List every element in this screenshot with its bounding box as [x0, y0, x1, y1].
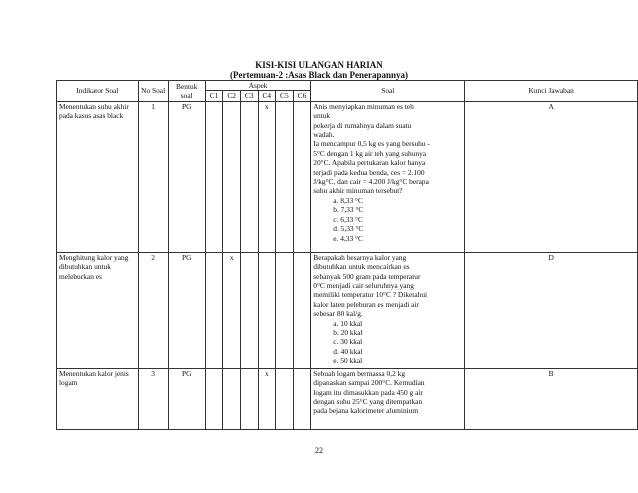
kunci-cell: A	[465, 101, 638, 252]
aspek-c5-cell	[276, 252, 294, 368]
aspek-c4-cell: x	[258, 368, 276, 429]
option-b: b. 20 kkal	[333, 328, 363, 338]
soal-line: dipanaskan sampai 200°C. Kemudian	[313, 378, 425, 388]
aspek-c4-cell	[258, 252, 276, 368]
soal-line: Sebuah logam bermassa 0,2 kg	[313, 368, 406, 378]
kisi-kisi-table	[56, 80, 638, 430]
options-list	[313, 319, 462, 366]
page-number: 22	[315, 446, 323, 455]
options-list	[313, 196, 462, 243]
bentuk-cell: PG	[168, 368, 205, 429]
soal-line: J/kg°C, dan cair = 4.200 J/kg°C berapa	[313, 177, 429, 187]
aspek-c5-cell	[276, 101, 294, 252]
no-cell: 1	[138, 101, 168, 252]
aspek-c1-cell	[205, 101, 223, 252]
soal-line: dengan suhu 25°C yang ditempatkan	[313, 397, 423, 407]
table-row	[57, 368, 638, 429]
aspek-c2-cell	[223, 101, 241, 252]
aspek-c2-cell	[223, 368, 241, 429]
aspek-c6-cell	[293, 101, 311, 252]
table-row	[57, 101, 638, 252]
bentuk-cell: PG	[168, 101, 205, 252]
header-indikator: Indikator Soal	[57, 81, 139, 102]
no-cell: 2	[138, 252, 168, 368]
kunci-cell: D	[465, 252, 638, 368]
header-no-soal: No Soal	[138, 81, 168, 102]
indikator-cell: Menentukan suhu akhir pada kasus asas black	[57, 101, 139, 252]
aspek-c4-cell: x	[258, 101, 276, 252]
header-c4: C4	[258, 91, 276, 101]
aspek-c6-cell	[293, 368, 311, 429]
soal-cell	[311, 101, 465, 252]
soal-line: Anis menyiapkan minuman es teh	[313, 101, 414, 111]
header-kunci: Kunci Jawaban	[465, 81, 638, 102]
indikator-cell: Menentukan kalor jenis logam	[57, 368, 139, 429]
soal-cell	[311, 368, 465, 429]
option-e: e. 4,33 °C	[333, 233, 363, 243]
aspek-c1-cell	[205, 368, 223, 429]
option-b: b. 7,33 °C	[333, 205, 364, 215]
soal-line: pada bejana kalorimeter aluminium	[313, 406, 419, 416]
soal-line: suhu akhir minuman tersebut?	[313, 186, 403, 196]
table-row	[57, 252, 638, 368]
soal-line: kalor laten peleburan es menjadi air	[313, 299, 419, 309]
aspek-c3-cell	[240, 368, 258, 429]
option-a: a. 10 kkal	[333, 318, 363, 328]
header-c1: C1	[205, 91, 223, 101]
aspek-c2-cell: x	[223, 252, 241, 368]
aspek-c3-cell	[240, 101, 258, 252]
aspek-c3-cell	[240, 252, 258, 368]
indikator-cell: Menghitung kalor yang dibutuhkan untuk meleburkan es	[57, 252, 139, 368]
option-e: e. 50 kkal	[333, 356, 363, 366]
option-d: d. 40 kkal	[333, 346, 363, 356]
soal-line: 0°C menjadi cair seluruhnya yang	[313, 281, 414, 291]
header-c3: C3	[240, 91, 258, 101]
header-row-1	[57, 81, 638, 91]
soal-line: wadah.	[313, 130, 335, 140]
aspek-c1-cell	[205, 252, 223, 368]
kunci-cell: B	[465, 368, 638, 429]
bentuk-cell: PG	[168, 252, 205, 368]
soal-line: sebesar 80 kal/g.	[313, 309, 363, 319]
soal-line: terjadi pada kedua benda, ces = 2.100	[313, 167, 425, 177]
soal-line: untuk	[313, 111, 331, 121]
header-bentuk-soal: Bentuk soal	[168, 81, 205, 102]
option-c: c. 30 kkal	[333, 337, 363, 347]
soal-line: memiliki temperatur 10°C ? Diketahui	[313, 290, 428, 300]
soal-line: Ia mencampur 0,5 kg es yang bersuhu -	[313, 139, 430, 149]
soal-line: sebanyak 500 gram pada temperatur	[313, 271, 421, 281]
header-c2: C2	[223, 91, 241, 101]
option-c: c. 6,33 °C	[333, 214, 363, 224]
soal-line: 20°C. Apabila pertukaran kalor hanya	[313, 158, 426, 168]
no-cell: 3	[138, 368, 168, 429]
header-aspek: Aspek	[205, 81, 310, 91]
header-soal: Soal	[311, 81, 465, 102]
page-title: KISI-KISI ULANGAN HARIAN	[255, 60, 383, 70]
page-subtitle: (Pertemuan-2 :Asas Black dan Penerapannya)	[230, 70, 408, 80]
header-c6: C6	[293, 91, 311, 101]
soal-line: 5°C dengan 1 kg air teh yang suhunya	[313, 148, 427, 158]
soal-line: dibutuhkan untuk mencairkan es	[313, 262, 410, 272]
soal-line: logam itu dimasukkan pada 450 g air	[313, 387, 423, 397]
option-a: a. 8,33 °C	[333, 195, 363, 205]
aspek-c6-cell	[293, 252, 311, 368]
soal-cell	[311, 252, 465, 368]
aspek-c5-cell	[276, 368, 294, 429]
option-d: d. 5,33 °C	[333, 224, 364, 234]
soal-line: Berapakah besarnya kalor yang	[313, 252, 407, 262]
soal-line: pekerja di rumahnya dalam suatu	[313, 120, 412, 130]
header-c5: C5	[276, 91, 294, 101]
